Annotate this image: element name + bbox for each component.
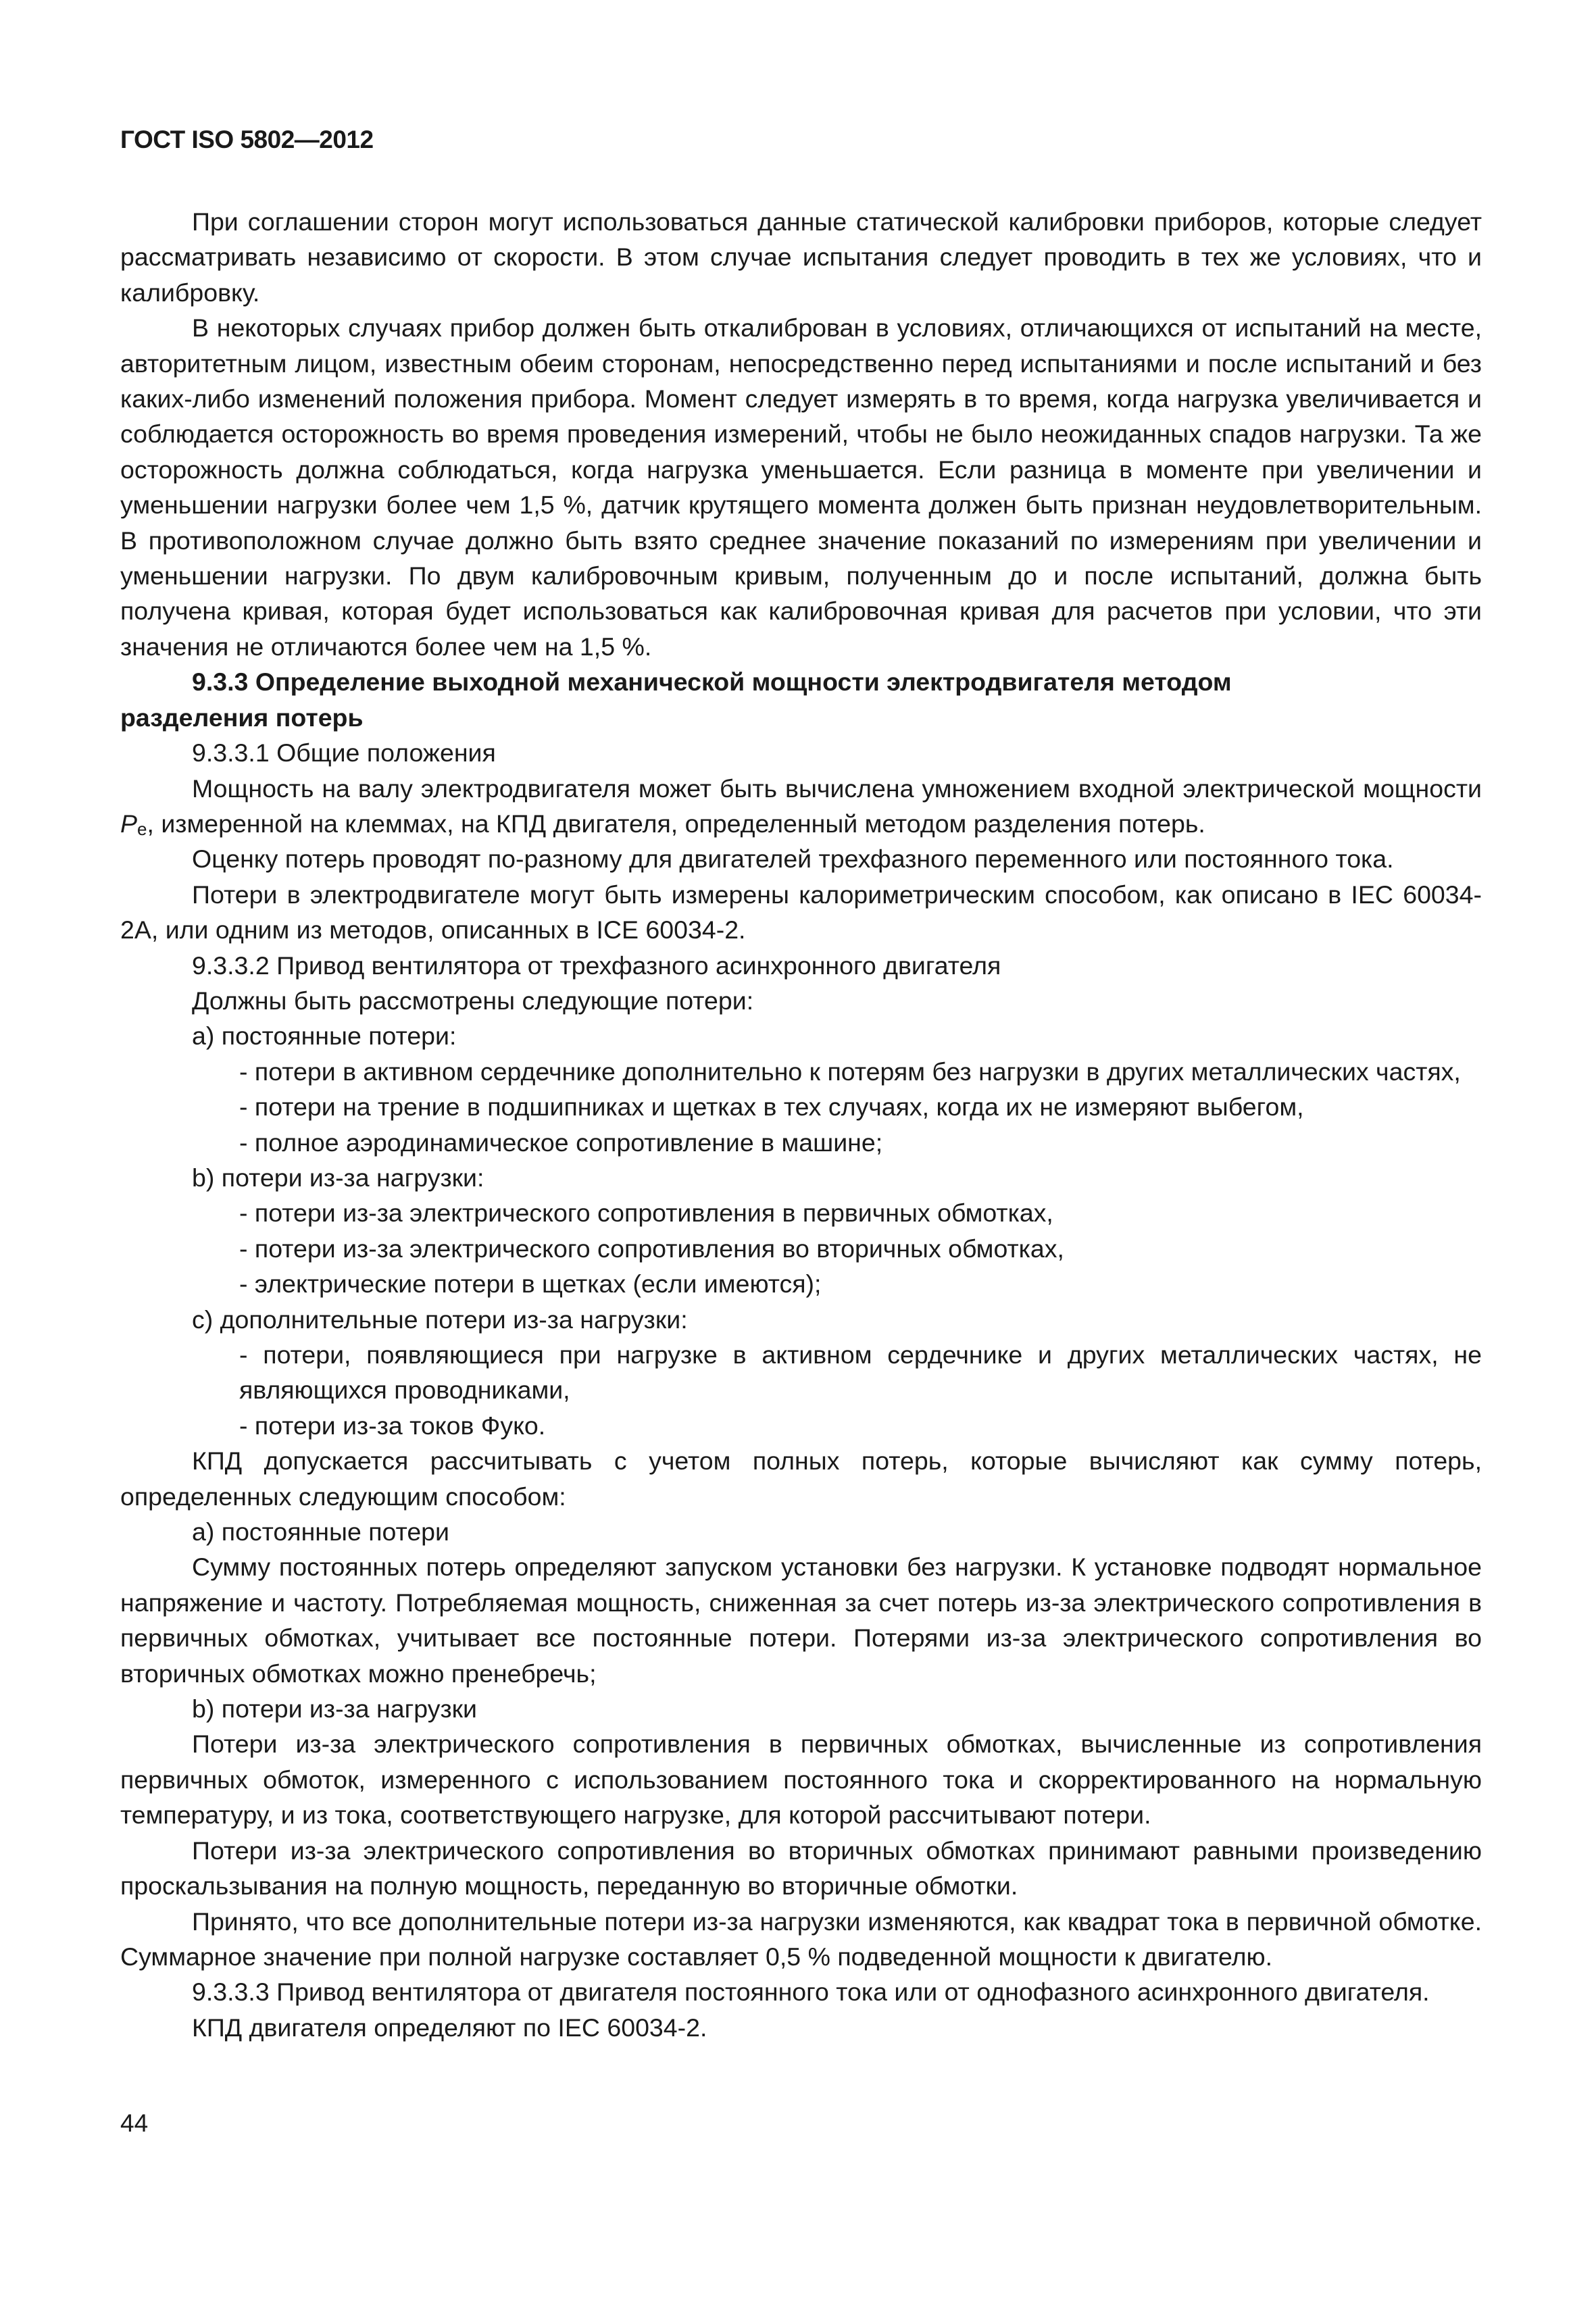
- paragraph-load-losses-label: b) потери из-за нагрузки: [192, 1694, 478, 1724]
- subsection-9-3-3-1: 9.3.3.1 Общие положения: [192, 738, 496, 768]
- subsection-9-3-3-2: 9.3.3.2 Привод вентилятора от трехфазного асинхронного двигателя: [192, 951, 1001, 980]
- paragraph-calibration-conditions: В некоторых случаях прибор должен быть откалиброван в условиях, отличающихся от испытаний на месте, авторитетным лицом, известным обеим сторонам, непосредственно перед испытаниями и после испытаний и без каких-либо изменений положения прибора. Момент следует измерять в то время, когда нагрузка увеличивается и соблюдается осторожность во время проведения измерений, чтобы не было неожиданных спадов нагрузки. Та же осторожность должна соблюдаться, когда нагрузка уменьшается. Если разница в моменте при увеличении и уменьшении нагрузки более чем 1,5 %, датчик крутящего момента должен быть признан неудовлетворительным. В противоположном случае должно быть взято среднее значение показаний по измерениям при увеличении и уменьшении нагрузки. По двум калибровочным кривым, полученным до и после испытаний, должна быть получена кривая, которая будет использоваться как калибровочная кривая для расчетов при условии, что эти значения не отличаются более чем на 1,5 %.: [120, 313, 1482, 661]
- paragraph-calorimetric: Потери в электродвигателе могут быть измерены калориметрическим способом, как описано в IEC 60034-2A, или одним из методов, описанных в ICE 60034-2.: [120, 880, 1482, 945]
- list-subitem-a2: - потери на трение в подшипниках и щетках в тех случаях, когда их не измеряют выбегом,: [239, 1092, 1304, 1122]
- power-subscript: e: [137, 818, 147, 839]
- list-item-c: c) дополнительные потери из-за нагрузки:: [192, 1305, 688, 1334]
- document-header: ГОСТ ISO 5802—2012: [120, 126, 374, 153]
- list-subitem-b2: - потери из-за электрического сопротивления во вторичных обмотках,: [239, 1234, 1064, 1263]
- list-subitem-b3: - электрические потери в щетках (если имеются);: [239, 1269, 822, 1299]
- list-subitem-a3: - полное аэродинамическое сопротивление в машине;: [239, 1128, 883, 1157]
- paragraph-additional-losses: Принято, что все дополнительные потери из-за нагрузки изменяются, как квадрат тока в первичной обмотке. Суммарное значение при полной нагрузке составляет 0,5 % подведенной мощности к двигателю.: [120, 1907, 1482, 1971]
- section-heading-9-3-3: [120, 664, 1482, 735]
- list-subitem-c1: - потери, появляющиеся при нагрузке в активном сердечнике и других металлических частях, не являющихся проводниками,: [239, 1340, 1482, 1405]
- subsection-9-3-3-3: 9.3.3.3 Привод вентилятора от двигателя постоянного тока или от однофазного асинхронного двигателя.: [192, 1978, 1430, 2007]
- list-subitem-b1: - потери из-за электрического сопротивления в первичных обмотках,: [239, 1199, 1053, 1228]
- paragraph-constant-losses: Сумму постоянных потерь определяют запуском установки без нагрузки. К установке подводят нормальное напряжение и частоту. Потребляемая мощность, сниженная за счет потерь из-за электрического сопротивления в первичных обмотках, учитывает все постоянные потери. Потерями из-за электрического сопротивления во вторичных обмотках можно пренебречь;: [120, 1553, 1482, 1688]
- paragraph-secondary-winding-losses: Потери из-за электрического сопротивления во вторичных обмотках принимают равными произведению проскальзывания на полную мощность, переданную во вторичные обмотки.: [120, 1836, 1482, 1901]
- power-symbol: P: [120, 809, 138, 838]
- list-subitem-a1: - потери в активном сердечнике дополнительно к потерям без нагрузки в других металлических частях,: [239, 1057, 1461, 1086]
- section-heading-line-2: разделения потерь: [120, 703, 364, 732]
- paragraph-loss-estimation: Оценку потерь проводят по-разному для двигателей трехфазного переменного или постоянного тока.: [192, 845, 1394, 874]
- paragraph-losses-intro: Должны быть рассмотрены следующие потери:: [192, 986, 754, 1015]
- paragraph-static-calibration: При соглашении сторон могут использоваться данные статической калибровки приборов, которые следует рассматривать независимо от скорости. В этом случае испытания следует проводить в тех же условиях, что и калибровку.: [120, 207, 1482, 307]
- paragraph-efficiency-calculation: КПД допускается рассчитывать с учетом полных потерь, которые вычисляют как сумму потерь, определенных следующим способом:: [120, 1447, 1482, 1511]
- paragraph-primary-winding-losses: Потери из-за электрического сопротивления в первичных обмотках, вычисленные из сопротивления первичных обмоток, измеренного с использованием постоянного тока и скорректированного на нормальную температуру, и из тока, соответствующего нагрузке, для которой рассчитывают потери.: [120, 1730, 1482, 1830]
- paragraph-shaft-power-text-b: , измеренной на клеммах, на КПД двигателя, определенный методом разделения потерь.: [147, 809, 1205, 838]
- paragraph-constant-losses-label: a) постоянные потери: [192, 1517, 449, 1546]
- list-item-a: a) постоянные потери:: [192, 1022, 457, 1051]
- paragraph-shaft-power: [120, 771, 1482, 842]
- list-subitem-c2: - потери из-за токов Фуко.: [239, 1411, 546, 1440]
- section-heading-line-1: 9.3.3 Определение выходной механической мощности электродвигателя методом: [192, 668, 1232, 697]
- document-body: [120, 204, 1482, 2045]
- paragraph-efficiency-reference: КПД двигателя определяют по IEC 60034-2.: [192, 2013, 707, 2042]
- page-number: 44: [120, 2109, 149, 2137]
- list-item-b: b) потери из-за нагрузки:: [192, 1163, 484, 1192]
- paragraph-shaft-power-text-a: Мощность на валу электродвигателя может быть вычислена умножением входной электрической мощности: [192, 774, 1482, 803]
